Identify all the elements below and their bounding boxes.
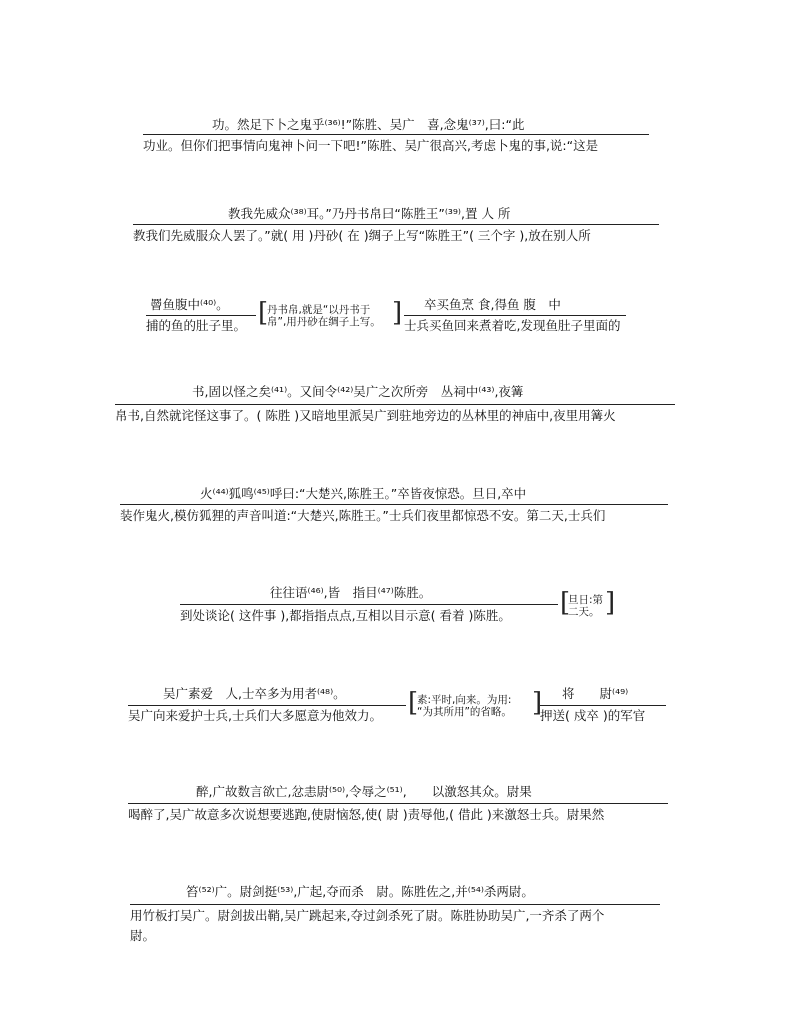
original-text: 将 尉⁽⁴⁹⁾ (562, 686, 629, 701)
underline-rule (404, 315, 626, 316)
bracket-open: [ (408, 688, 419, 718)
underline-rule (540, 705, 666, 706)
original-text: 吴广素爱 人,士卒多为用者⁽⁴⁸⁾。 (163, 686, 346, 701)
original-text: 火⁽⁴⁴⁾狐鸣⁽⁴⁵⁾呼曰:“大楚兴,陈胜王。”卒皆夜惊恐。旦日,卒中 (200, 486, 527, 501)
underline-rule (120, 504, 668, 505)
underline-rule (143, 134, 649, 135)
annotation-note: 丹书帛,就是“以丹书于 帛”,用丹砂在绸子上写。 (267, 304, 381, 328)
bracket-close: ] (392, 298, 403, 328)
translation-text: 喝醉了,吴广故意多次说想要逃跑,使尉恼怒,使( 尉 )责辱他,( 借此 )来激怒士兵。尉果然 (128, 807, 605, 822)
original-text: 卒买鱼烹 食,得鱼 腹 中 (424, 297, 561, 312)
original-text: 书,固以怪之矣⁽⁴¹⁾。又间令⁽⁴²⁾吴广之次所旁 丛祠中⁽⁴³⁾,夜篝 (192, 384, 524, 399)
underline-rule (128, 803, 668, 804)
translation-text: 装作鬼火,模仿狐狸的声音叫道:“大楚兴,陈胜王。”士兵们夜里都惊恐不安。第二天,士兵们 (120, 508, 606, 523)
translation-text: 到处谈论( 这件事 ),都指指点点,互相以目示意( 看着 )陈胜。 (180, 608, 511, 623)
translation-text: 士兵买鱼回来煮着吃,发现鱼肚子里面的 (404, 318, 621, 333)
original-text: 教我先威众⁽³⁸⁾耳。”乃丹书帛曰“陈胜王”⁽³⁹⁾,置 人 所 (228, 206, 511, 221)
underline-rule (115, 404, 675, 405)
bracket-open: [ (258, 298, 269, 328)
underline-rule (130, 904, 660, 905)
original-text: 功。然足下卜之鬼乎⁽³⁶⁾!”陈胜、吴广 喜,念鬼⁽³⁷⁾,曰:“此 (212, 117, 525, 132)
annotation-note: 旦日:第 二天。 (568, 594, 604, 618)
translation-text: 捕的鱼的肚子里。 (146, 318, 247, 333)
translation-text: 教我们先威服众人罢了。”就( 用 )丹砂( 在 )绸子上写“陈胜王”( 三个字 ),放在别人所 (133, 228, 591, 243)
translation-text: 吴广向来爱护士兵,士兵们大多愿意为他效力。 (128, 708, 382, 723)
original-text: 罾鱼腹中⁽⁴⁰⁾。 (150, 297, 229, 312)
underline-rule (128, 705, 406, 706)
translation-text: 帛书,自然就诧怪这事了。( 陈胜 )又暗地里派吴广到驻地旁边的丛林里的神庙中,夜里用篝火 (115, 408, 616, 423)
annotation-note: 素:平时,向来。为用: “为其所用”的省略。 (417, 694, 512, 718)
underline-rule (180, 604, 558, 605)
bracket-open: [ (560, 588, 571, 618)
translation-text-continued: 尉。 (130, 928, 156, 943)
original-text: 醉,广故数言欲亡,忿恚尉⁽⁵⁰⁾,令辱之⁽⁵¹⁾, 以激怒其众。尉果 (196, 784, 532, 799)
original-text: 笞⁽⁵²⁾广。尉剑挺⁽⁵³⁾,广起,夺而杀 尉。陈胜佐之,并⁽⁵⁴⁾杀两尉。 (186, 884, 534, 899)
translation-text: 功业。但你们把事情向鬼神卜问一下吧!”陈胜、吴广很高兴,考虑卜鬼的事,说:“这是 (143, 138, 599, 153)
underline-rule (133, 224, 659, 225)
bracket-close: ] (532, 688, 543, 718)
underline-rule (146, 315, 256, 316)
translation-text: 押送( 戍卒 )的军官 (540, 708, 646, 723)
original-text: 往往语⁽⁴⁶⁾,皆 指目⁽⁴⁷⁾陈胜。 (270, 585, 432, 600)
translation-text: 用竹板打吴广。尉剑拔出鞘,吴广跳起来,夺过剑杀死了尉。陈胜协助吴广,一齐杀了两个 (130, 908, 605, 923)
bracket-close: ] (605, 588, 616, 618)
